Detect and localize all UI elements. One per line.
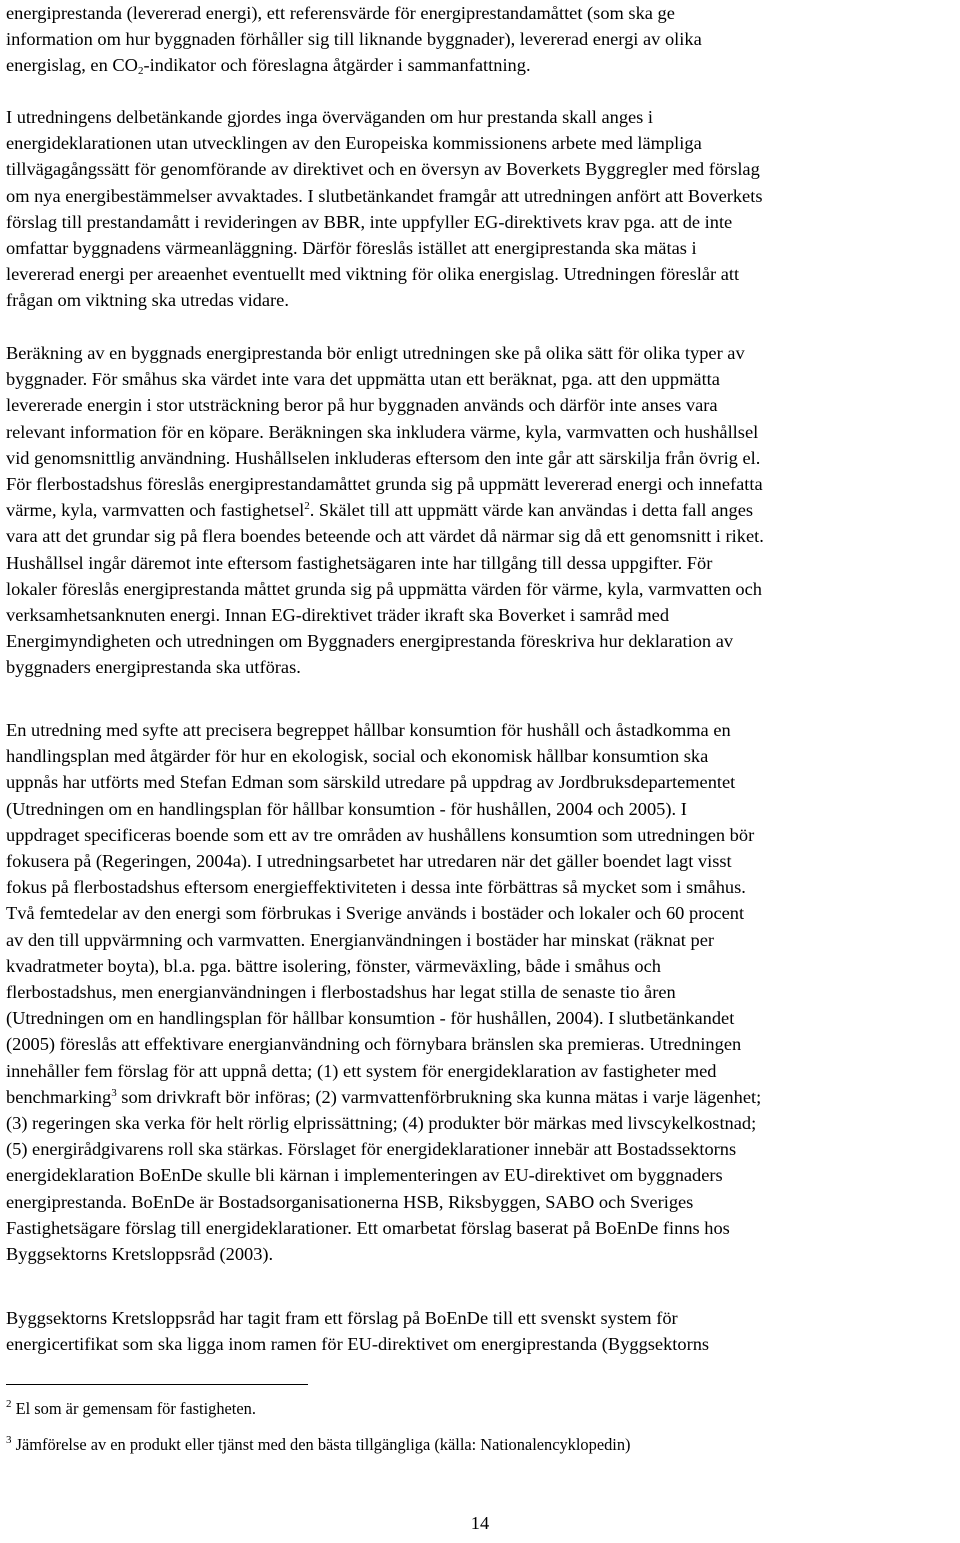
footnote-text: Jämförelse av en produkt eller tjänst med den bästa tillgängliga (källa: Nationalencyklopedin) [11, 1435, 631, 1454]
text-run: -indikator och föreslagna åtgärder i sammanfattning. [143, 55, 531, 76]
text-line: För flerbostadshus föreslås energiprestandamåttet grunda sig på uppmätt levererad energi och innefatta [6, 474, 763, 495]
co2-subscript: 2 [137, 65, 144, 78]
text-line: om nya energibestämmelser avvaktades. I slutbetänkandet framgår att utredningen anfört att Boverkets [6, 185, 763, 206]
text-line: fokus på flerbostadshus eftersom energieffektiviteten i dessa inte förbättras så mycket som i småhus. [6, 877, 746, 898]
footnote-ref-3[interactable]: 3 [111, 1086, 117, 1099]
text-line: frågan om viktning ska utredas vidare. [6, 290, 289, 311]
text-line: levererad energi per areaenhet eventuellt med viktning för olika energislag. Utredningen föreslår att [6, 264, 740, 285]
text-line: Hushållsel ingår däremot inte eftersom fastighetsägaren inte har tillgång till dessa uppgifter. För [6, 552, 713, 573]
text-line: omfattar byggnadens värmeanläggning. Därför föreslås istället att energiprestanda ska mätas i [6, 238, 697, 259]
footnote-number: 3 [6, 1434, 12, 1446]
text-line: Beräkning av en byggnads energiprestanda bör enligt utredningen ske på olika sätt för olika typer av [6, 343, 745, 363]
text-run: som drivkraft bör införas; (2) varmvattenförbrukning ska kunna mätas i varje lägenhet; [116, 1086, 762, 1107]
paragraph-2 [6, 104, 956, 314]
footnote-ref-2[interactable]: 2 [304, 500, 310, 513]
text-line: energicertifikat som ska ligga inom ramen för EU-direktivet om energiprestanda (Byggsektorns [6, 1334, 710, 1355]
page-number: 14 [470, 1513, 490, 1533]
text-line: levererade energin i stor utsträckning beror på hur byggnaden används och därför inte anses vara [6, 395, 718, 416]
text-line: relevant information för en köpare. Beräkningen ska inkludera värme, kyla, varmvatten och hushållsel [6, 421, 759, 442]
text-line: lokaler föreslås energiprestanda måttet grunda sig på uppmätta värden för värme, kyla, varmvatten och [6, 578, 762, 599]
text-line: (5) energirådgivarens roll ska stärkas. Förslaget för energideklarationer innebär att Bostadssektorns [6, 1139, 737, 1160]
text-line: innehåller fem förslag för att uppnå detta; (1) ett system för energideklaration av fastigheter med [6, 1060, 717, 1081]
footnote-2 [6, 1398, 956, 1420]
text-line [6, 497, 956, 523]
text-run: värme, kyla, varmvatten och fastighetsel [6, 500, 305, 521]
text-line: handlingsplan med åtgärder för hur en ekologisk, social och ekonomisk hållbar konsumtion ska [6, 746, 709, 767]
text-line: förslag till prestandamått i revideringen av BBR, inte uppfyller EG-direktivets krav pga. att de inte [6, 211, 733, 232]
text-line: Energimyndigheten och utredningen om Byggnaders energiprestanda föreskriva hur deklaration av [6, 631, 734, 652]
footnote-separator [6, 1384, 308, 1385]
text-line: (Utredningen om en handlingsplan för hållbar konsumtion - för hushållen, 2004 och 2005). I [6, 798, 687, 819]
text-line: energideklaration BoEnDe skulle bli kärnan i implementeringen av EU-direktivet om byggnaders [6, 1165, 723, 1186]
text-line: Två femtedelar av den energi som förbrukas i Sverige används i bostäder och lokaler och 60 procent [6, 903, 745, 924]
text-line: Byggsektorns Kretsloppsråd har tagit fram ett förslag på BoEnDe till ett svenskt system för [6, 1308, 678, 1328]
text-line [6, 1084, 956, 1110]
text-line: En utredning med syfte att precisera begreppet hållbar konsumtion för hushåll och åstadkomma en [6, 720, 731, 740]
footnote-text: El som är gemensam för fastigheten. [11, 1399, 256, 1418]
text-line: verksamhetsanknuten energi. Innan EG-direktivet träder ikraft ska Boverket i samråd med [6, 605, 670, 626]
text-line: energideklarationen utan utvecklingen av den Europeiska kommissionens arbete med lämpliga [6, 133, 702, 154]
text-line: information om hur byggnaden förhåller sig till liknande byggnader), levererad energi av olika [6, 29, 702, 50]
text-line: I utredningens delbetänkande gjordes inga överväganden om hur prestanda skall anges i [6, 107, 654, 127]
text-run: energislag, en CO [6, 55, 138, 76]
paragraph-3 [6, 340, 956, 681]
text-line: kvadratmeter boyta), bl.a. pga. bättre isolering, fönster, värmeväxling, både i småhus och [6, 955, 661, 976]
text-run: . Skälet till att uppmätt värde kan användas i detta fall anges [309, 500, 754, 521]
text-line: uppnås har utförts med Stefan Edman som särskild utredare på uppdrag av Jordbruksdepartementet [6, 772, 736, 793]
text-line: fokusera på (Regeringen, 2004a). I utredningsarbetet har utredaren när det gäller boendet lagt visst [6, 851, 732, 872]
text-line: (Utredningen om en handlingsplan för hållbar konsumtion - för hushållen, 2004). I slutbetänkandet [6, 1008, 735, 1029]
paragraph-5 [6, 1305, 956, 1357]
text-line: byggnader. För småhus ska värdet inte vara det uppmätta utan ett beräknat, pga. att den uppmätta [6, 369, 720, 390]
text-line: flerbostadshus, men energianvändningen i flerbostadshus har legat stilla de senaste tio åren [6, 982, 676, 1003]
text-line: energiprestanda. BoEnDe är Bostadsorganisationerna HSB, Riksbyggen, SABO och Sveriges [6, 1191, 694, 1212]
text-line: av den till uppvärmning och varmvatten. Energianvändningen i bostäder har minskat (räknat per [6, 929, 714, 950]
paragraph-4 [6, 717, 956, 1267]
text-line: energiprestanda (levererad energi), ett referensvärde för energiprestandamåttet (som ska ge [6, 3, 675, 23]
text-line: byggnaders energiprestanda ska utföras. [6, 657, 301, 678]
paragraph-1 [6, 0, 956, 79]
text-line [6, 52, 956, 78]
text-line: uppdraget specificeras boende som ett av tre områden av hushållens konsumtion som utredningen bör [6, 824, 755, 845]
footnote-number: 2 [6, 1398, 12, 1410]
text-line: (3) regeringen ska verka för helt rörlig elprissättning; (4) produkter bör märkas med livscykelkostnad; [6, 1113, 757, 1134]
text-line: Fastighetsägare förslag till energideklarationer. Ett omarbetat förslag baserat på BoEnDe finns hos [6, 1217, 730, 1238]
text-line: tillvägagångssätt för genomförande av direktivet och en översyn av Boverkets Byggregler med förslag [6, 159, 760, 180]
text-line: Byggsektorns Kretsloppsråd (2003). [6, 1244, 274, 1265]
text-line: vid genomsnittlig användning. Hushållselen inkluderas eftersom den inte går att särskilja från övrig el. [6, 447, 761, 468]
text-run: benchmarking [6, 1086, 112, 1107]
footnote-3 [6, 1434, 956, 1456]
text-line: vara att det grundar sig på flera boendes beteende och att värdet då närmar sig då ett genomsnitt i riket. [6, 526, 764, 547]
text-line: (2005) föreslås att effektivare energianvändning och förnybara bränslen ska premieras. Utredningen [6, 1034, 742, 1055]
